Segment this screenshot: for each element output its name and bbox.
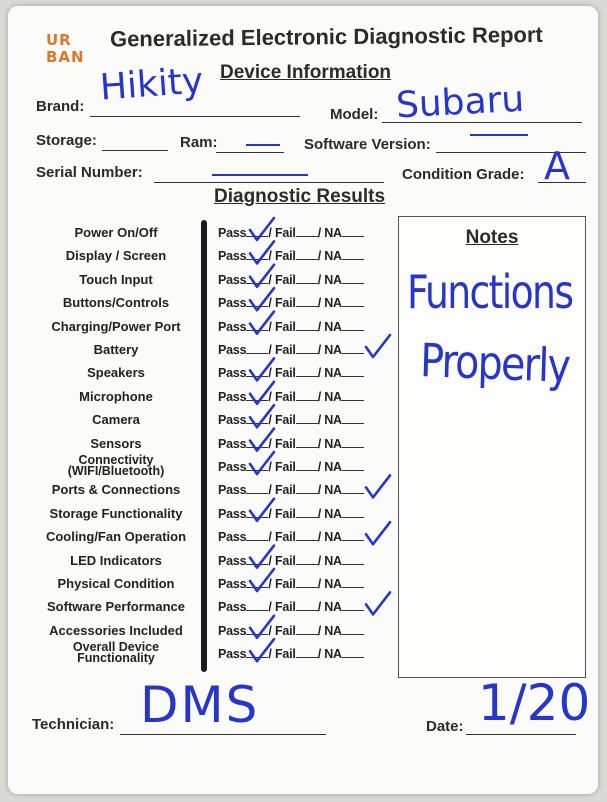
separator: / <box>268 226 275 240</box>
diagnostic-results-heading: Diagnostic Results <box>214 186 386 207</box>
na-option: NA <box>324 553 342 568</box>
na-option: NA <box>324 272 342 287</box>
pass-option: Pass <box>218 506 247 521</box>
separator: / <box>268 460 275 474</box>
separator: / <box>317 296 325 311</box>
diagnostic-item-label: Buttons/Controls <box>62 295 170 311</box>
separator: / <box>317 389 325 404</box>
notes-line-2: Properly <box>419 333 571 394</box>
pass-option: Pass <box>218 577 247 591</box>
device-info-heading: Device Information <box>220 62 392 83</box>
diagnostic-item-label: Physical Condition <box>57 576 175 591</box>
ram-label: Ram: <box>180 134 218 151</box>
na-option: NA <box>324 530 342 545</box>
separator: / <box>268 343 275 357</box>
separator: / <box>268 272 275 287</box>
na-option: NA <box>324 436 342 451</box>
separator: / <box>317 530 325 545</box>
condition-grade-value: A <box>544 144 570 188</box>
diagnostic-item-label: Sensors <box>90 435 142 451</box>
fail-option: Fail <box>274 272 296 287</box>
separator: / <box>268 436 275 451</box>
notes-line-1: Functions <box>407 265 573 319</box>
separator: / <box>317 506 325 521</box>
pass-option: Pass <box>218 366 247 381</box>
pass-option: Pass <box>218 436 247 451</box>
check-mark-na <box>366 592 390 614</box>
check-mark-pass <box>250 288 274 310</box>
pass-option: Pass <box>218 272 247 287</box>
na-option: NA <box>324 389 342 404</box>
separator: / <box>317 249 325 264</box>
pass-option: Pass <box>218 343 247 357</box>
pass-option: Pass <box>218 296 247 311</box>
check-mark-pass <box>250 499 274 521</box>
separator: / <box>268 553 275 568</box>
separator: / <box>268 623 275 638</box>
checkmarks-layer <box>8 6 598 794</box>
separator: / <box>268 366 275 381</box>
check-mark-pass <box>250 546 274 568</box>
date-value: 1/20 <box>478 674 591 732</box>
diagnostic-report-card <box>8 6 598 794</box>
fail-option: Fail <box>274 436 296 451</box>
technician-value: DMS <box>140 676 260 734</box>
separator: / <box>268 506 275 521</box>
fail-option: Fail <box>274 483 296 498</box>
urban-logo: UR BAN <box>46 31 85 66</box>
diagnostic-item-label: Overall Device Functionality <box>72 640 160 666</box>
na-option: NA <box>324 647 342 662</box>
diagnostic-item-label: Camera <box>92 412 140 428</box>
condition-grade-label: Condition Grade: <box>402 166 525 183</box>
na-option: NA <box>324 249 342 264</box>
na-option: NA <box>324 577 342 591</box>
check-mark-pass <box>250 265 274 287</box>
date-label: Date: <box>426 718 464 735</box>
separator: / <box>317 623 325 638</box>
diagnostic-item-label: Software Performance <box>47 599 185 615</box>
separator: / <box>268 413 275 428</box>
diagnostic-item-label: LED Indicators <box>70 552 162 568</box>
separator: / <box>268 647 275 662</box>
pass-option: Pass <box>218 553 247 568</box>
fail-option: Fail <box>274 343 296 357</box>
pass-option: Pass <box>218 600 247 615</box>
diagnostic-item-label: Storage Functionality <box>49 505 183 521</box>
fail-option: Fail <box>274 389 296 404</box>
na-option: NA <box>324 506 342 521</box>
separator: / <box>317 600 325 615</box>
separator: / <box>317 436 325 451</box>
separator: / <box>268 577 275 591</box>
diagnostic-item-label: Connectivity (WIFI/Bluetooth) <box>67 453 165 478</box>
pass-option: Pass <box>218 623 247 638</box>
diagnostic-item-label: Ports & Connections <box>51 482 181 498</box>
fail-option: Fail <box>274 413 296 428</box>
notes-title: Notes <box>465 227 519 248</box>
separator: / <box>317 413 325 428</box>
pass-option: Pass <box>218 389 247 404</box>
separator: / <box>317 577 325 591</box>
separator: / <box>317 319 325 334</box>
separator: / <box>317 272 325 287</box>
check-mark-pass <box>250 312 274 334</box>
pass-option: Pass <box>218 413 247 428</box>
separator: / <box>268 319 275 334</box>
diagnostic-item-label: Charging/Power Port <box>51 318 181 334</box>
software-version-label: Software Version: <box>304 136 431 153</box>
check-mark-pass <box>250 639 274 661</box>
fail-option: Fail <box>274 600 296 615</box>
check-mark-pass <box>250 382 274 404</box>
brand-label: Brand: <box>36 98 85 115</box>
pass-option: Pass <box>218 226 247 240</box>
report-title: Generalized Electronic Diagnostic Report <box>109 21 543 52</box>
fail-option: Fail <box>274 623 296 638</box>
separator: / <box>268 530 275 545</box>
separator: / <box>268 600 275 615</box>
fail-option: Fail <box>274 647 296 662</box>
pass-option: Pass <box>218 530 247 545</box>
separator: / <box>317 366 325 381</box>
fail-option: Fail <box>274 506 296 521</box>
na-option: NA <box>324 319 342 334</box>
pass-option: Pass <box>218 319 247 334</box>
diagnostic-item-label: Microphone <box>79 388 153 404</box>
brand-value: Hikity <box>98 60 205 109</box>
separator: / <box>317 226 325 240</box>
check-mark-na <box>366 522 390 544</box>
model-label: Model: <box>330 106 379 123</box>
fail-option: Fail <box>274 460 296 474</box>
serial-number-label: Serial Number: <box>36 164 143 181</box>
na-option: NA <box>324 460 342 474</box>
fail-option: Fail <box>274 226 296 240</box>
check-mark-na <box>366 475 390 497</box>
fail-option: Fail <box>274 249 296 264</box>
check-mark-pass <box>250 358 274 380</box>
separator: / <box>317 647 325 662</box>
separator: / <box>268 249 275 264</box>
check-mark-pass <box>250 405 274 427</box>
diagnostic-item-label: Cooling/Fan Operation <box>45 529 187 545</box>
separator: / <box>317 553 325 568</box>
fail-option: Fail <box>274 577 296 591</box>
diagnostic-item-label: Power On/Off <box>74 225 158 240</box>
check-mark-na <box>366 335 390 357</box>
na-option: NA <box>324 296 342 311</box>
fail-option: Fail <box>274 319 296 334</box>
separator: / <box>317 460 325 474</box>
diagnostic-item-label: Accessories Included <box>49 622 183 638</box>
model-value: Subaru <box>395 78 526 127</box>
diagnostic-item-label: Display / Screen <box>65 248 167 264</box>
check-mark-pass <box>250 218 274 240</box>
pass-option: Pass <box>218 249 247 264</box>
technician-label: Technician: <box>32 716 115 733</box>
diagnostic-item-label: Speakers <box>87 365 145 381</box>
separator: / <box>268 389 275 404</box>
storage-label: Storage: <box>36 132 97 149</box>
na-option: NA <box>324 600 342 615</box>
na-option: NA <box>324 366 342 381</box>
separator: / <box>317 483 325 498</box>
check-mark-pass <box>250 452 274 474</box>
fail-option: Fail <box>274 366 296 381</box>
pass-option: Pass <box>218 483 247 498</box>
fail-option: Fail <box>274 530 296 545</box>
fail-option: Fail <box>274 296 296 311</box>
pass-option: Pass <box>218 460 247 474</box>
na-option: NA <box>324 483 342 498</box>
separator: / <box>317 343 325 357</box>
separator: / <box>268 483 275 498</box>
check-mark-pass <box>250 569 274 591</box>
diagnostic-item-label: Battery <box>93 342 139 357</box>
na-option: NA <box>324 226 342 240</box>
na-option: NA <box>324 623 342 638</box>
check-mark-pass <box>250 616 274 638</box>
check-mark-pass <box>250 429 274 451</box>
check-mark-pass <box>250 241 274 263</box>
na-option: NA <box>324 413 342 428</box>
fail-option: Fail <box>274 553 296 568</box>
separator: / <box>268 296 275 311</box>
diagnostic-item-label: Touch Input <box>79 271 153 287</box>
na-option: NA <box>324 343 342 357</box>
pass-option: Pass <box>218 647 247 662</box>
